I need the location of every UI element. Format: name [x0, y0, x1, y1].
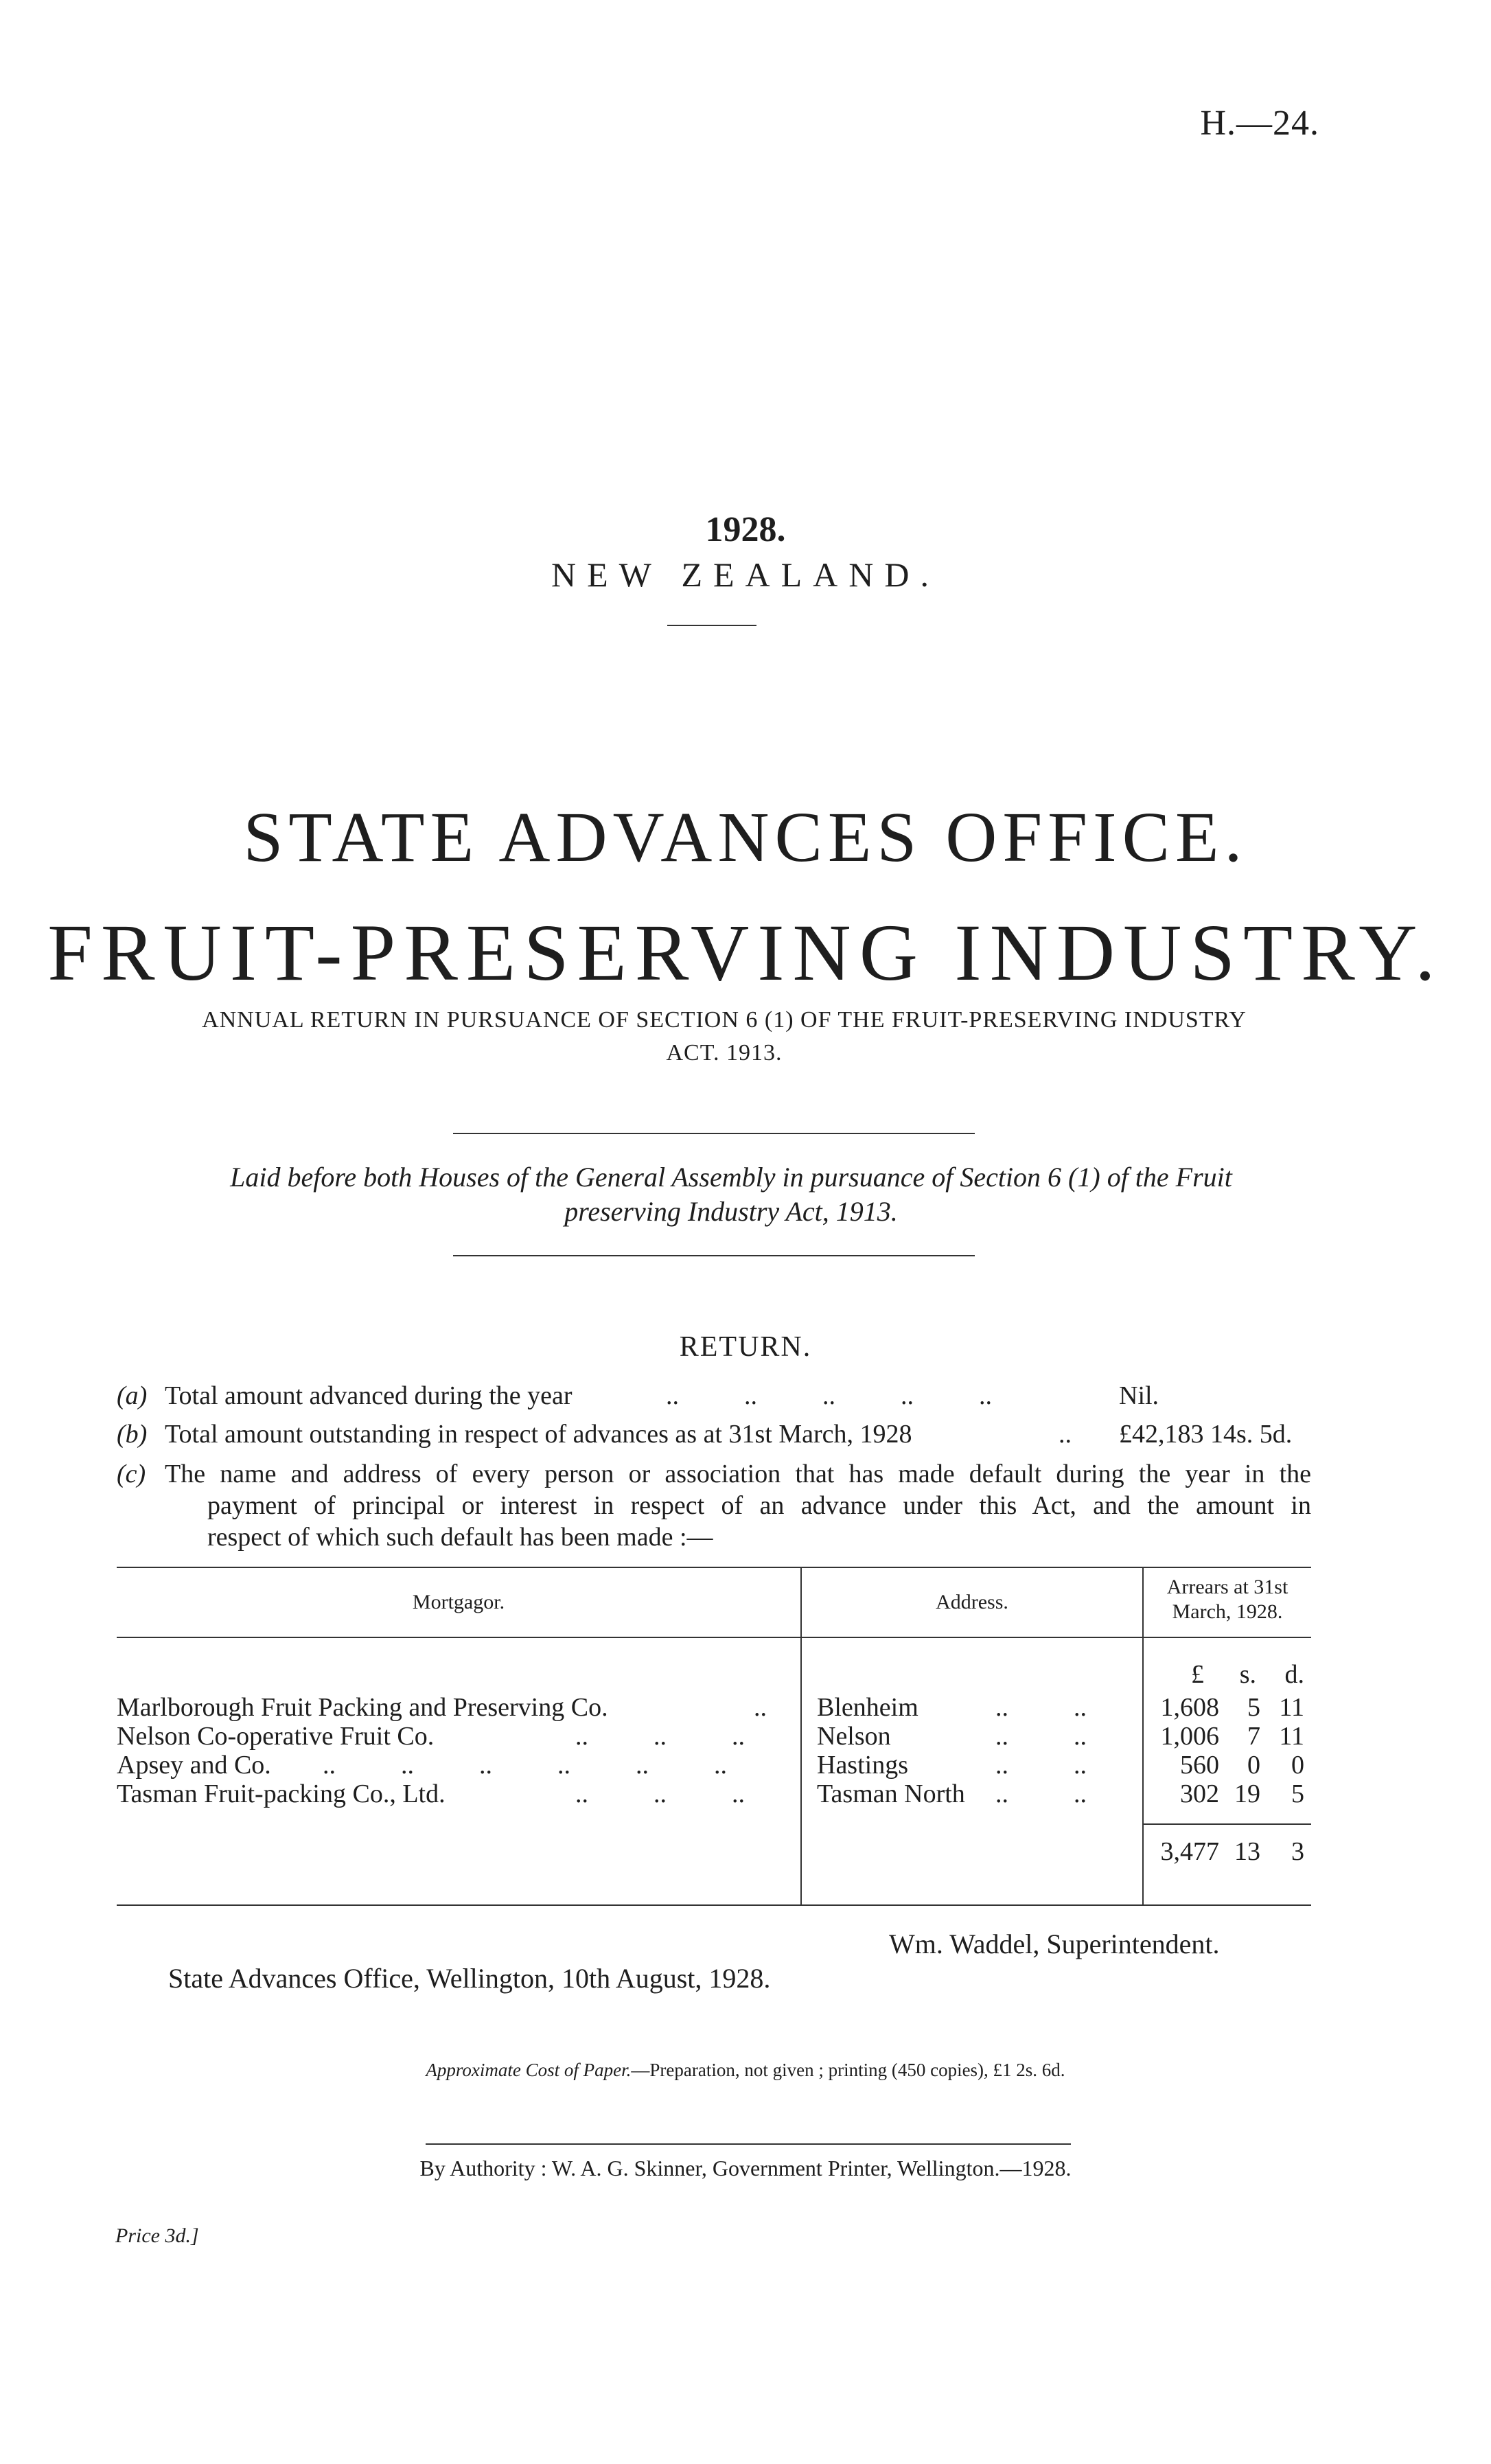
dot-leaders: .. ..	[995, 1722, 1087, 1751]
header-arrears	[1144, 1575, 1311, 1624]
office-title: STATE ADVANCES OFFICE.	[243, 798, 1248, 877]
table-row-mortgagor: Nelson Co-operative Fruit Co.	[117, 1722, 435, 1751]
table-row-address: Hastings	[817, 1751, 908, 1780]
document-subtitle	[137, 1004, 1311, 1070]
item-marker: (b)	[117, 1420, 148, 1449]
item-text: respect of which such default has been made :—	[207, 1523, 713, 1552]
table-bottom-rule	[117, 1904, 1311, 1906]
table-row-shillings: 0	[1247, 1751, 1260, 1780]
dot-leaders: .. ..	[995, 1751, 1087, 1780]
dot-leaders: .. .. ..	[575, 1780, 745, 1808]
item-text: The name and address of every person or association that has made default during the year in the	[165, 1460, 1311, 1488]
total-shillings: 13	[1234, 1837, 1260, 1866]
table-row-pence: 11	[1279, 1693, 1304, 1722]
document-reference: H.—24.	[1200, 104, 1319, 143]
price: Price 3d.]	[115, 2224, 199, 2247]
table-row-address: Nelson	[817, 1722, 891, 1751]
return-heading: RETURN.	[679, 1331, 812, 1363]
dot-leaders: .. .. .. .. .. ..	[323, 1751, 727, 1780]
place-date: State Advances Office, Wellington, 10th August, 1928.	[168, 1963, 771, 1994]
cost-label: Approximate Cost of Paper.	[426, 2060, 632, 2080]
signature: Wm. Waddel, Superintendent.	[889, 1928, 1220, 1959]
table-row-address: Blenheim	[817, 1693, 918, 1722]
dot-leaders: .. ..	[995, 1780, 1087, 1808]
subtitle-line: ACT. 1913.	[666, 1040, 783, 1066]
table-row-pounds: 1,006	[1160, 1722, 1219, 1751]
table-row-shillings: 5	[1247, 1693, 1260, 1722]
dot-leaders: ..	[1059, 1420, 1072, 1449]
laid-line: preserving Industry Act, 1913.	[564, 1196, 898, 1227]
header-address: Address.	[936, 1591, 1008, 1613]
table-row-pence: 11	[1279, 1722, 1304, 1751]
item-value: Nil.	[1119, 1381, 1159, 1410]
dot-leaders: .. .. .. .. ..	[666, 1381, 992, 1410]
item-marker: (c)	[117, 1460, 146, 1488]
unit-pounds: £	[1191, 1660, 1204, 1689]
laid-statement	[117, 1160, 1345, 1229]
laid-line: Laid before both Houses of the General Assembly in pursuance of Section 6 (1) of the Fruit	[230, 1162, 1232, 1193]
table-row-pounds: 302	[1180, 1780, 1219, 1808]
return-item-c	[117, 1458, 1311, 1553]
item-text: Total amount advanced during the year	[165, 1381, 573, 1410]
table-row-pounds: 1,608	[1160, 1693, 1219, 1722]
unit-shillings: s.	[1239, 1660, 1256, 1689]
column-divider	[800, 1568, 802, 1904]
table-row-pounds: 560	[1180, 1751, 1219, 1780]
item-value: £42,183 14s. 5d.	[1119, 1420, 1293, 1449]
country-heading: NEW ZEALAND.	[551, 555, 940, 594]
unit-pence: d.	[1284, 1660, 1304, 1689]
header-arrears-line: March, 1928.	[1172, 1600, 1283, 1623]
dot-leaders: .. ..	[995, 1693, 1087, 1722]
return-item-a	[117, 1380, 1311, 1412]
cost-note	[0, 2060, 1491, 2081]
table-row-pence: 5	[1291, 1780, 1304, 1808]
table-row-pence: 0	[1291, 1751, 1304, 1780]
dot-leaders: ..	[754, 1693, 767, 1722]
printer-authority: By Authority : W. A. G. Skinner, Government Printer, Wellington.—1928.	[419, 2156, 1072, 2180]
header-arrears-line: Arrears at 31st	[1166, 1576, 1288, 1598]
header-rule	[117, 1637, 1311, 1638]
table-row-mortgagor: Marlborough Fruit Packing and Preserving Co.	[117, 1693, 608, 1722]
item-text: Total amount outstanding in respect of advances as at 31st March, 1928	[165, 1420, 912, 1449]
table-row-shillings: 7	[1247, 1722, 1260, 1751]
table-row-mortgagor: Apsey and Co.	[117, 1751, 271, 1780]
table-row-shillings: 19	[1234, 1780, 1260, 1808]
table-row-mortgagor: Tasman Fruit-packing Co., Ltd.	[117, 1780, 446, 1808]
document-year: 1928.	[705, 510, 786, 549]
total-pence: 3	[1291, 1837, 1304, 1866]
return-item-b	[117, 1418, 1311, 1450]
industry-title: FRUIT-PRESERVING INDUSTRY.	[47, 908, 1444, 998]
divider	[667, 625, 756, 626]
subtitle-line: ANNUAL RETURN IN PURSUANCE OF SECTION 6 (1) OF THE FRUIT-PRESERVING INDUSTRY	[202, 1007, 1247, 1033]
divider	[426, 2143, 1071, 2145]
cost-text: —Preparation, not given ; printing (450 copies), £1 2s. 6d.	[631, 2060, 1065, 2080]
item-marker: (a)	[117, 1381, 148, 1410]
divider	[453, 1255, 975, 1256]
table-row-address: Tasman North	[817, 1780, 965, 1808]
total-rule	[1144, 1823, 1311, 1825]
total-pounds: 3,477	[1160, 1837, 1219, 1866]
item-text: payment of principal or interest in respect of an advance under this Act, and the amount in	[207, 1491, 1311, 1520]
dot-leaders: .. .. ..	[575, 1722, 745, 1751]
table-top-rule	[117, 1567, 1311, 1568]
divider	[453, 1133, 975, 1134]
header-mortgagor: Mortgagor.	[412, 1591, 505, 1613]
